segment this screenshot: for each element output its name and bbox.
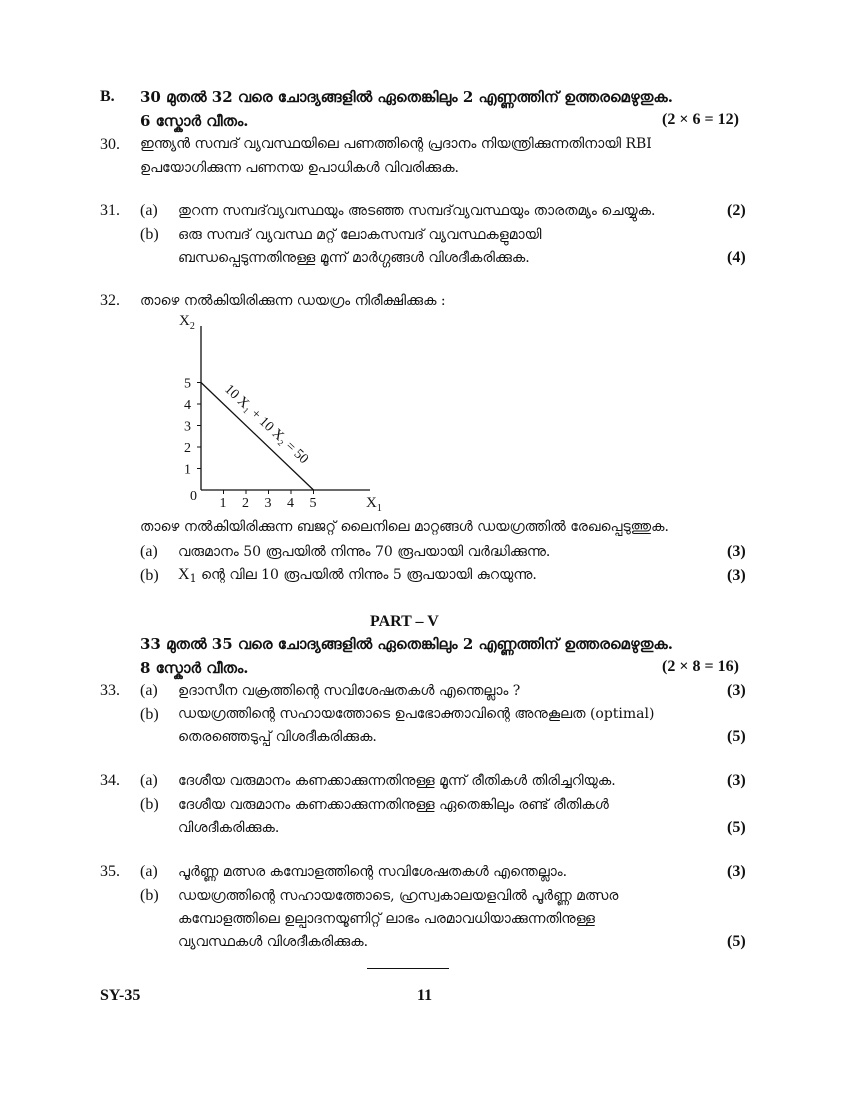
- x-tick-label: 3: [264, 496, 272, 511]
- x-tick-label: 4: [287, 496, 294, 511]
- subquestion-label: (a): [140, 543, 158, 560]
- question-text: കമ്പോളത്തിലെ ഉല്പാദനയൂണിറ്റ് ലാഭം പരമാവധിയാക്കുന്നതിനുള്ള: [178, 911, 595, 927]
- section-instruction: 30 മുതൽ 32 വരെ ചോദ്യങ്ങളിൽ ഏതെങ്കിലും 2 എണ്ണത്തിന് ഉത്തരമെഴുതുക.: [140, 88, 673, 106]
- question-text: ഒരു സമ്പദ് വ്യവസ്ഥ മറ്റ് ലോകസമ്പദ് വ്യവസ്ഥകളുമായി: [178, 227, 542, 243]
- section-letter: B.: [100, 88, 115, 105]
- question-marks: (5): [727, 819, 746, 836]
- question-marks: (2): [727, 202, 746, 219]
- section-instruction: 33 മുതൽ 35 വരെ ചോദ്യങ്ങളിൽ ഏതെങ്കിലും 2 എണ്ണത്തിന് ഉത്തരമെഴുതുക.: [140, 635, 673, 653]
- question-text: ഡയഗ്രത്തിന്റെ സഹായത്തോടെ ഉപഭോക്താവിന്റെ അനുകൂലത (optimal): [178, 706, 655, 722]
- subquestion-label: (a): [140, 202, 158, 219]
- y-tick-group: [184, 377, 201, 478]
- section-total-marks: (2 × 8 = 16): [662, 658, 739, 675]
- question-text: ദേശീയ വരുമാനം കണക്കാക്കുന്നതിനുള്ള മൂന്ന് രീതികൾ തിരിച്ചറിയുക.: [178, 773, 616, 789]
- y-tick-label: 4: [184, 398, 191, 413]
- question-marks: (5): [727, 933, 746, 950]
- budget-line: [201, 383, 314, 491]
- y-axis-label: $X_2$: [179, 313, 195, 332]
- question-text: ബന്ധപ്പെടുന്നതിനുള്ള മൂന്ന് മാർഗ്ഗങ്ങൾ വിശദീകരിക്കുക.: [178, 250, 530, 266]
- subquestion-label: (a): [140, 682, 158, 699]
- section-score-each: 6 സ്കോർ വീതം.: [140, 112, 249, 130]
- question-marks: (3): [727, 682, 746, 699]
- x-tick-group: [220, 490, 317, 511]
- question-number: 31.: [100, 202, 120, 219]
- budget-line-diagram: [170, 308, 400, 518]
- question-text: വരുമാനം 50 രൂപയിൽ നിന്നും 70 രൂപയായി വർദ്ധിക്കുന്നു.: [178, 544, 551, 560]
- y-tick-label: 2: [184, 441, 191, 456]
- subquestion-label: (b): [140, 567, 159, 584]
- question-number: 32.: [100, 292, 120, 309]
- question-text: ഉപയോഗിക്കുന്ന പണനയ ഉപാധികൾ വിവരിക്കുക.: [140, 160, 460, 176]
- question-text: താഴെ നൽകിയിരിക്കുന്ന ഡയഗ്രം നിരീക്ഷിക്കുക :: [140, 293, 446, 309]
- origin-label: 0: [190, 489, 197, 504]
- subquestion-label: (a): [140, 772, 158, 789]
- question-marks: (3): [727, 772, 746, 789]
- question-number: 35.: [100, 863, 120, 880]
- question-number: 33.: [100, 682, 120, 699]
- question-text: താഴെ നൽകിയിരിക്കുന്ന ബജറ്റ് ലൈനിലെ മാറ്റങ്ങൾ ഡയഗ്രത്തിൽ രേഖപ്പെടുത്തുക.: [140, 519, 669, 535]
- question-text: വ്യവസ്ഥകൾ വിശദീകരിക്കുക.: [178, 934, 369, 950]
- subquestion-label: (b): [140, 887, 159, 904]
- question-text: ഉദാസീന വക്രത്തിന്റെ സവിശേഷതകൾ എന്തെല്ലാം ?: [178, 683, 521, 699]
- subquestion-label: (b): [140, 796, 159, 813]
- question-number: 34.: [100, 772, 120, 789]
- y-tick-label: 3: [184, 419, 191, 435]
- paper-code: SY-35: [100, 987, 141, 1004]
- question-text: തെരഞ്ഞെടുപ്പ് വിശദീകരിക്കുക.: [178, 729, 377, 745]
- question-text: ഇന്ത്യൻ സമ്പദ് വ്യവസ്ഥയിലെ പണത്തിന്റെ പ്രദാനം നിയന്ത്രിക്കുന്നതിനായി RBI: [140, 136, 652, 152]
- question-marks: (5): [727, 728, 746, 745]
- subquestion-label: (b): [140, 226, 159, 243]
- subquestion-label: (a): [140, 863, 158, 880]
- question-text: തുറന്ന സമ്പദ്‌വ്യവസ്ഥയും അടഞ്ഞ സമ്പദ്‌വ്യവസ്ഥയും താരതമ്യം ചെയ്യുക.: [178, 203, 656, 219]
- part-title: PART – V: [370, 613, 439, 630]
- x-tick-label: 1: [219, 496, 227, 511]
- x-tick-label: 2: [242, 496, 249, 511]
- question-marks: (3): [727, 543, 746, 560]
- question-text: $X_1$ ന്റെ വില 10 രൂപയിൽ നിന്നും 5 രൂപയായി കുറയുന്നു.: [178, 566, 537, 585]
- subquestion-label: (b): [140, 706, 159, 723]
- section-score-each: 8 സ്കോർ വീതം.: [140, 659, 249, 677]
- footer-rule: [367, 968, 449, 969]
- y-tick-label: 5: [184, 376, 191, 392]
- question-marks: (4): [727, 249, 746, 266]
- question-marks: (3): [727, 567, 746, 584]
- question-text: ഡയഗ്രത്തിന്റെ സഹായത്തോടെ, ഹ്രസ്വകാലയളവിൽ പൂർണ്ണ മത്സര: [178, 888, 619, 904]
- y-tick-label: 1: [184, 462, 191, 478]
- question-marks: (3): [727, 863, 746, 880]
- question-text: ദേശീയ വരുമാനം കണക്കാക്കുന്നതിനുള്ള ഏതെങ്കിലും രണ്ട് രീതികൾ: [178, 797, 609, 813]
- page-number: 11: [417, 987, 433, 1004]
- question-number: 30.: [100, 136, 120, 153]
- budget-line-label: 10 X₁ + 10 X₂ = 50: [221, 381, 312, 468]
- question-text: പൂർണ്ണ മത്സര കമ്പോളത്തിന്റെ സവിശേഷതകൾ എന്തെല്ലാം.: [178, 864, 568, 880]
- question-text: വിശദീകരിക്കുക.: [178, 820, 280, 836]
- x-axis-label: $X_1$: [366, 495, 382, 514]
- x-tick-label: 5: [309, 496, 317, 511]
- section-total-marks: (2 × 6 = 12): [662, 111, 739, 128]
